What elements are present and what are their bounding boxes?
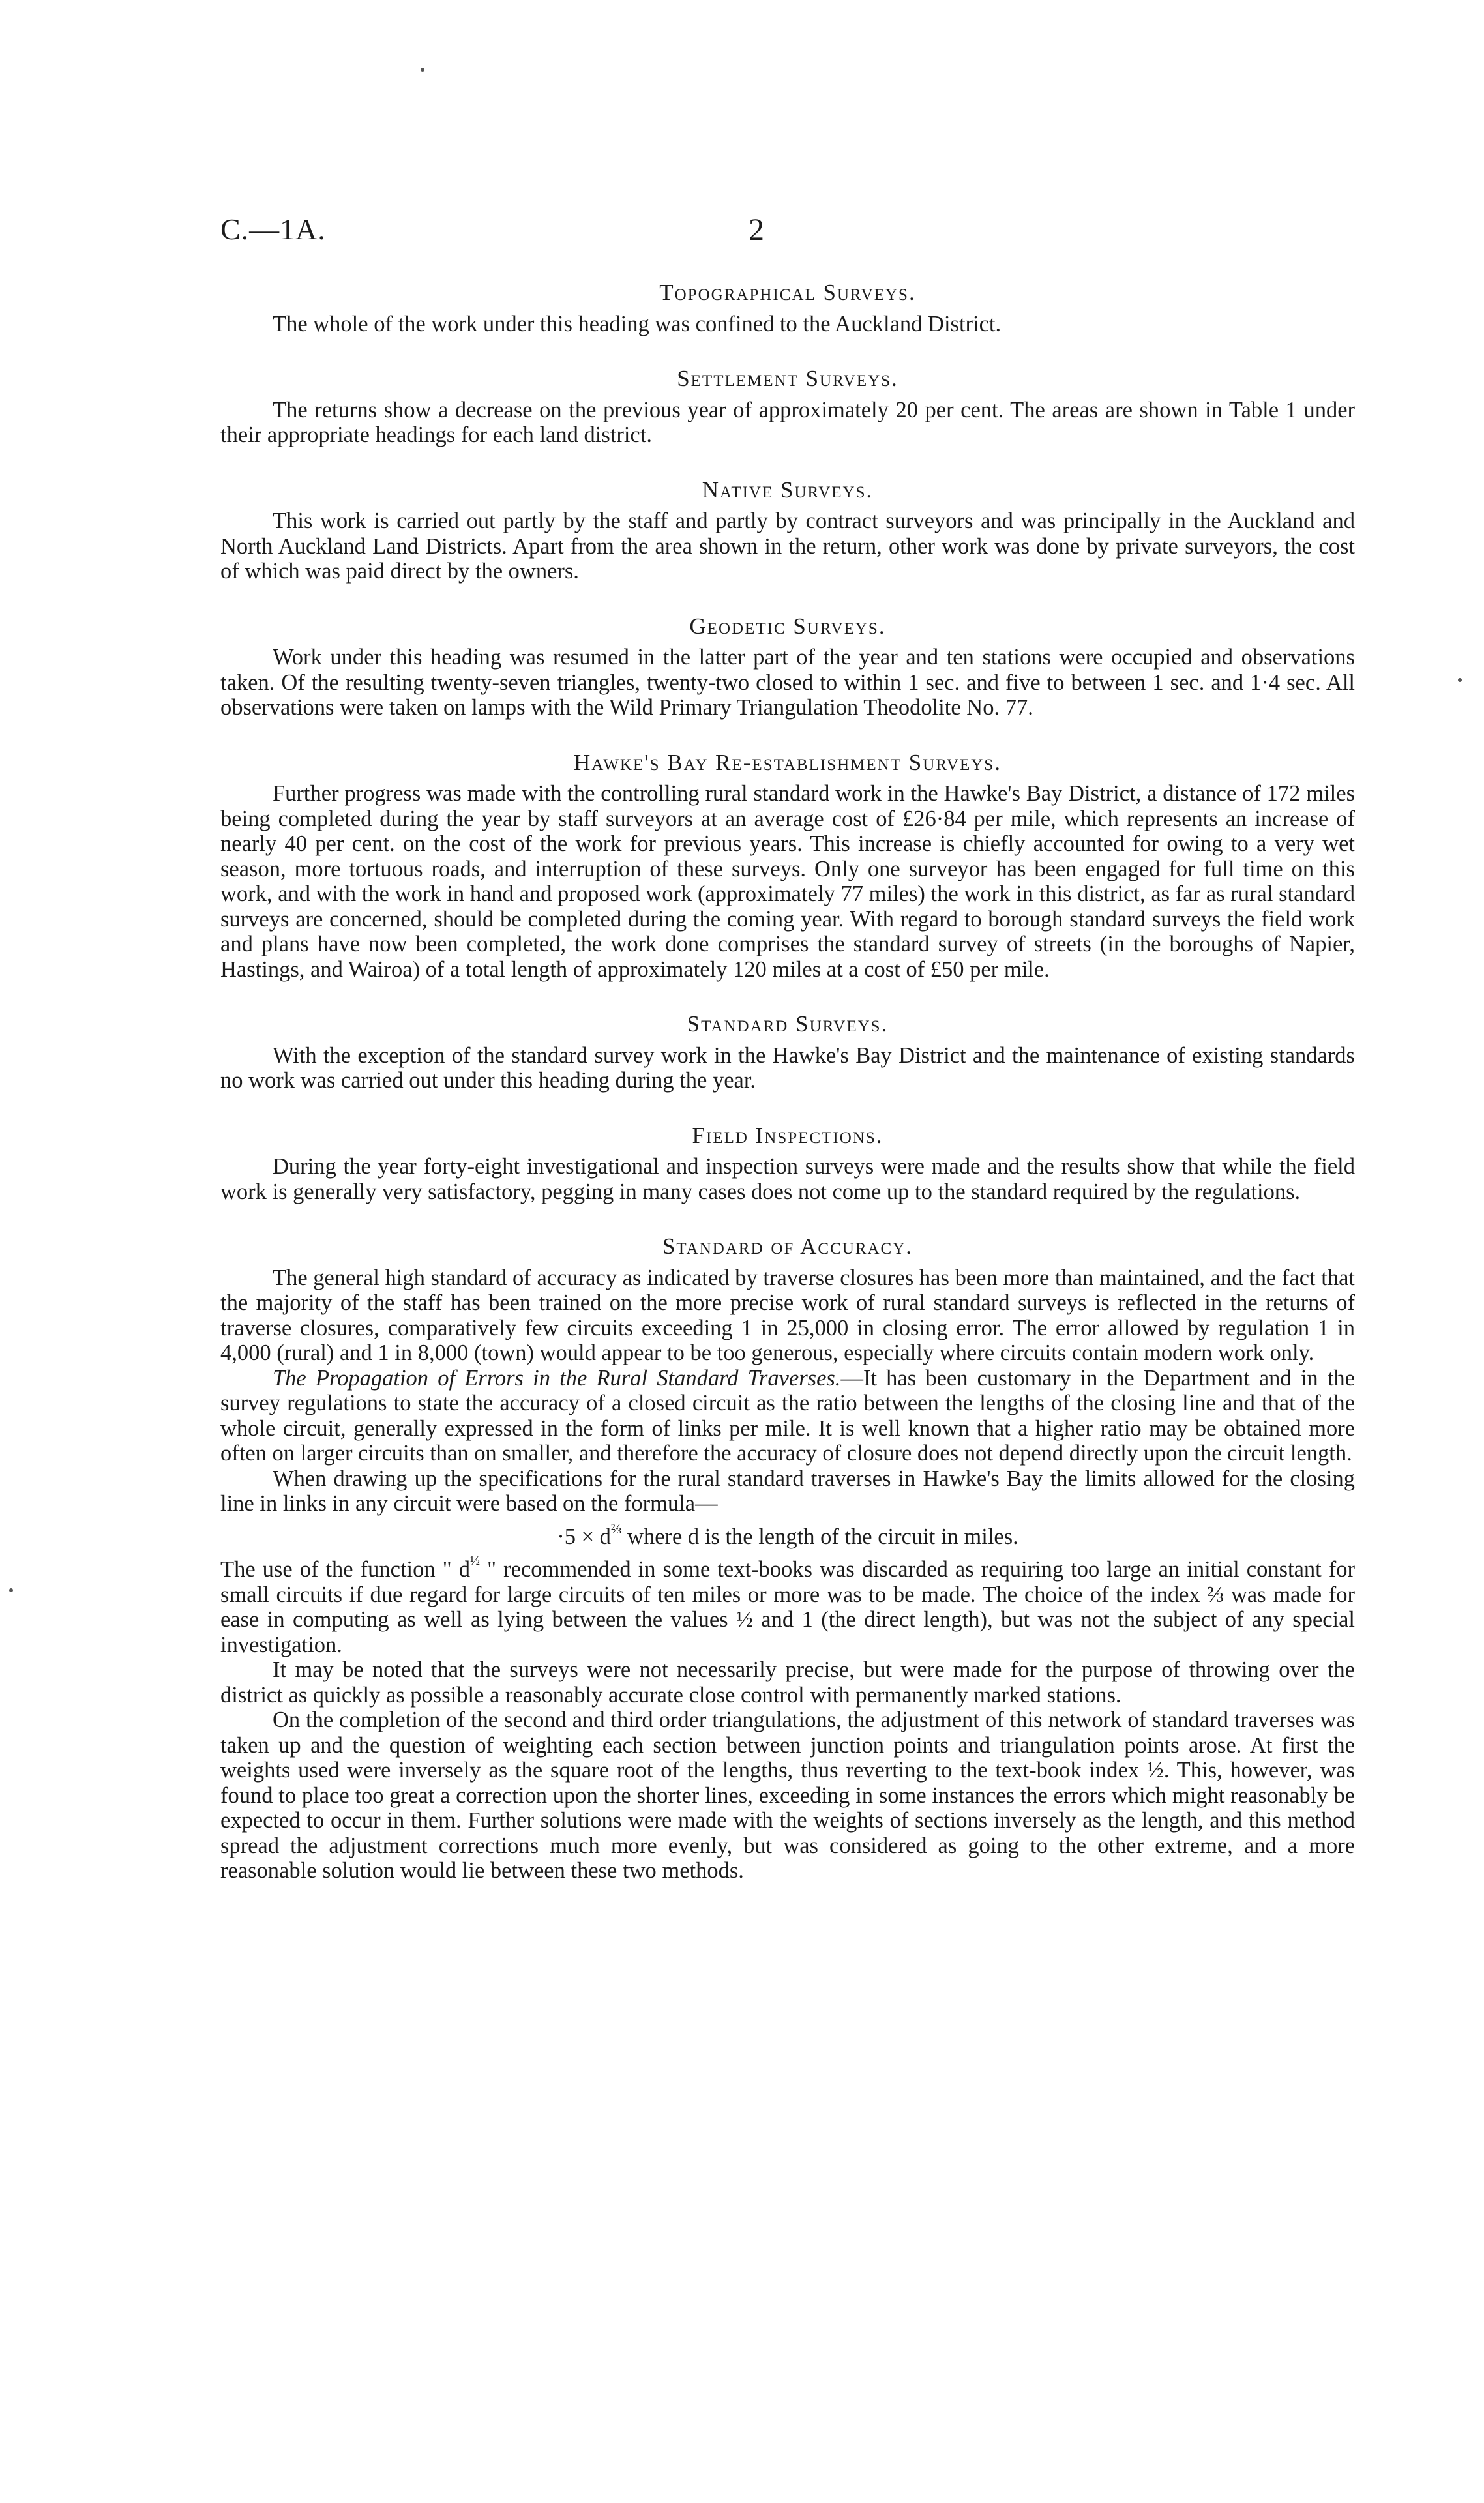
paragraph: The general high standard of accuracy as indicated by traverse closures has been more than maintained, and the fact that the majority of the staff has been trained on the more precise work of rural standard surveys is reflected in the returns of traverse closures, comparatively few circuits exceeding 1 in 25,000 in closing error. The error allowed by regulation 1 in 4,000 (rural) and 1 in 8,000 (town) would appear to be too generous, especially where circuits contain modern work only. [220, 1265, 1355, 1365]
paragraph [220, 1554, 1355, 1657]
section-heading: Standard of Accuracy. [662, 1234, 913, 1259]
paragraph: The whole of the work under this heading was confined to the Auckland District. [273, 311, 1002, 336]
function-exponent: ½ [470, 1554, 481, 1568]
paragraph: On the completion of the second and third order triangulations, the adjustment of this network of standard traverses was taken up and the question of weighting each section between junction points and triangulation points arose. At first the weights used were inversely as the square root of the lengths, thus reverting to the text-book index ½. This, however, was found to place too great a correction upon the shorter lines, exceeding in some instances the errors which might reasonably be expected to occur in them. Further solutions were made with the weights of sections inversely as the length, and this method spread the adjustment corrections much more evenly, but was considered as going to the other extreme, and a more reasonable solution would lie between these two methods. [220, 1708, 1355, 1883]
document-code: C.—1A. [220, 213, 326, 246]
formula-lead: ·5 × d [557, 1524, 611, 1549]
paragraph: The returns show a decrease on the previous year of approximately 20 per cent. The areas are shown in Table 1 under their appropriate headings for each land district. [220, 397, 1355, 447]
paragraph: It may be noted that the surveys were not necessarily precise, but were made for the purpose of throwing over the district as quickly as possible a reasonably accurate close control with permanently marked stations. [220, 1657, 1355, 1708]
paragraph: With the exception of the standard survey work in the Hawke's Bay District and the maintenance of existing standards no work was carried out under this heading during the year. [220, 1043, 1355, 1093]
paragraph [220, 1366, 1355, 1466]
paragraph-text: " recommended in some text-books was discarded as requiring too large an initial constant for small circuits if due regard for large circuits of ten miles or more was to be made. The choice of the index ⅔ was made for ease in computing as well as lying between the values ½ and 1 (the direct length), but was not the subject of any special investigation. [220, 1557, 1355, 1657]
document-body [220, 280, 1355, 1914]
paragraph: When drawing up the specifications for the rural standard traverses in Hawke's Bay the limits allowed for the closing line in links in any circuit were based on the formula— [220, 1466, 1355, 1516]
section-native-surveys [220, 478, 1355, 584]
section-heading: Hawke's Bay Re-establishment Surveys. [574, 749, 1002, 775]
page-number: 2 [749, 213, 764, 247]
section-heading: Settlement Surveys. [677, 366, 898, 391]
formula-exponent: ⅔ [610, 1520, 622, 1537]
section-settlement-surveys [220, 366, 1355, 448]
section-heading: Geodetic Surveys. [689, 613, 886, 639]
paragraph: During the year forty-eight investigational and inspection surveys were made and the results show that while the field work is generally very satisfactory, pegging in many cases does not come up to the standard required by the regulations. [220, 1154, 1355, 1204]
section-heading: Field Inspections. [692, 1122, 883, 1148]
paragraph: This work is carried out partly by the staff and partly by contract surveyors and was principally in the Auckland and North Auckland Land Districts. Apart from the area shown in the return, other work was done by private surveyors, the cost of which was paid direct by the owners. [220, 509, 1355, 584]
section-geodetic-surveys [220, 614, 1355, 720]
paragraph-text: The use of the function " d [220, 1557, 471, 1582]
scan-speck [9, 1588, 13, 1592]
section-heading: Native Surveys. [702, 477, 874, 503]
scan-speck [421, 68, 424, 72]
paragraph: Work under this heading was resumed in the latter part of the year and ten stations were occupied and observations taken. Of the resulting twenty-seven triangles, twenty-two closed to within 1 sec. and five to between 1 sec. and 1·4 sec. All observations were taken on lamps with the Wild Primary Triangulation Theodolite No. 77. [220, 645, 1355, 720]
paragraph: Further progress was made with the controlling rural standard work in the Hawke's Bay District, a distance of 172 miles being completed during the year by staff surveyors at an average cost of £26·84 per mile, which represents an increase of nearly 40 per cent. on the cost of the work for previous years. This increase is chiefly accounted for owing to a very wet season, more tortuous roads, and interruption of these surveys. Only one surveyor has been engaged for full time on this work, and with the work in hand and proposed work (approximately 77 miles) the work in this district, as far as rural standard surveys are concerned, should be completed during the coming year. With regard to borough standard surveys the field work and plans have now been completed, the work done comprises the standard survey of streets (in the boroughs of Napier, Hastings, and Wairoa) of a total length of approximately 120 miles at a cost of £50 per mile. [220, 781, 1355, 982]
section-hawkes-bay-re-establishment-surveys [220, 750, 1355, 983]
page-header [220, 212, 1355, 264]
paragraph-text: —It has been customary in the Department and in the survey regulations to state the accuracy of a closed circuit as the ratio between the lengths of the closing line and that of the whole circuit, generally expressed in the form of links per mile. It is well known that a higher ratio may be obtained more often on larger circuits than on smaller, and therefore the accuracy of closure does not depend directly upon the circuit length. [220, 1365, 1355, 1466]
section-standard-surveys [220, 1012, 1355, 1093]
subsection-heading: The Propagation of Errors in the Rural Standard Traverses. [273, 1365, 841, 1391]
section-heading: Topographical Surveys. [659, 280, 916, 305]
section-field-inspections [220, 1123, 1355, 1205]
scan-speck [1458, 678, 1462, 682]
section-standard-of-accuracy [220, 1234, 1355, 1884]
formula-tail: where d is the length of the circuit in miles. [621, 1524, 1018, 1549]
section-topographical-surveys [220, 280, 1355, 336]
section-heading: Standard Surveys. [687, 1011, 889, 1037]
formula [220, 1520, 1355, 1550]
